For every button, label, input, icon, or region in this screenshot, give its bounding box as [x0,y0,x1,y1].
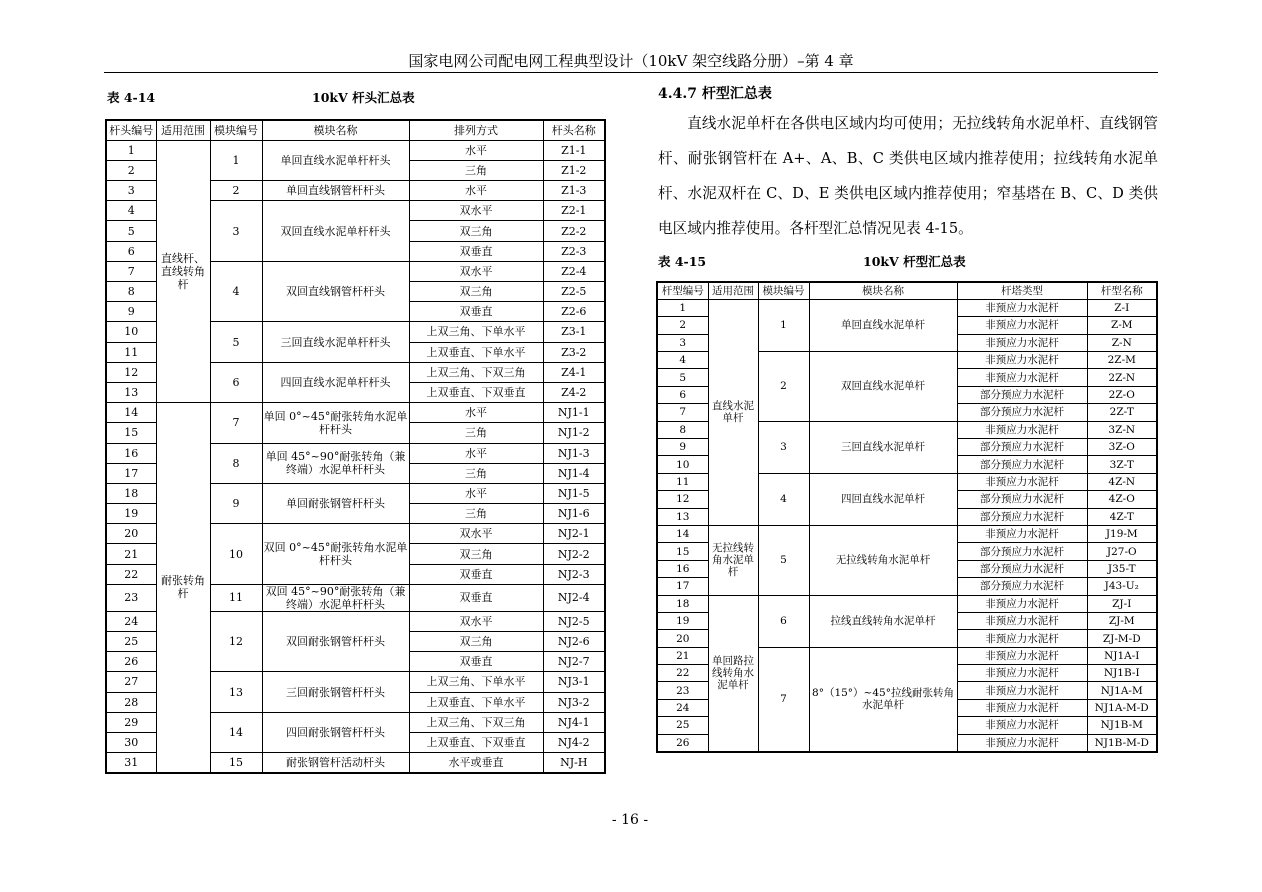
t14-code: NJ1-6 [543,504,605,524]
t14-row-number: 22 [106,564,156,584]
t14-arrangement: 三角 [409,504,543,524]
table-14 [105,119,606,774]
table-14-caption [107,89,604,107]
t15-row-number: 20 [657,630,708,647]
t15-row-number: 8 [657,421,708,438]
t14-code: Z4-2 [543,382,605,402]
t15-code: NJ1B-M [1087,717,1157,734]
t15-module-number: 1 [758,299,809,351]
t14-module-number: 9 [210,483,262,523]
t14-code: NJ4-1 [543,712,605,732]
t15-scope-cell: 单回路拉线转角水泥单杆 [708,595,758,752]
t14-row-number: 12 [106,362,156,382]
t15-code: 3Z-N [1087,421,1157,438]
t14-row-number: 31 [106,753,156,773]
t14-module-number: 4 [210,261,262,322]
t15-code: Z-I [1087,299,1157,316]
t14-code: NJ1-5 [543,483,605,503]
t15-column-header: 杆型名称 [1087,282,1157,299]
t14-code: NJ1-2 [543,423,605,443]
t14-code: NJ2-6 [543,632,605,652]
t14-row-number: 8 [106,282,156,302]
t14-arrangement: 上双垂直、下双垂直 [409,382,543,402]
t15-row-number: 1 [657,299,708,316]
t15-code: 3Z-T [1087,456,1157,473]
t14-row-number: 11 [106,342,156,362]
t15-row-number: 19 [657,612,708,629]
t14-module-name: 三回直线水泥单杆杆头 [262,322,409,362]
t15-pole-type: 部分预应力水泥杆 [957,508,1087,525]
t15-pole-type: 非预应力水泥杆 [957,421,1087,438]
t14-arrangement: 三角 [409,463,543,483]
t15-pole-type: 部分预应力水泥杆 [957,439,1087,456]
t15-row-number: 17 [657,578,708,595]
t15-pole-type: 非预应力水泥杆 [957,665,1087,682]
t15-code: 2Z-M [1087,352,1157,369]
t15-module-name: 三回直线水泥单杆 [809,421,957,473]
t14-arrangement: 水平或垂直 [409,753,543,773]
t14-module-name: 四回耐张钢管杆杆头 [262,712,409,752]
t14-module-number: 5 [210,322,262,362]
t15-row-number: 18 [657,595,708,612]
t15-row-number: 11 [657,473,708,490]
t14-module-name: 双回直线水泥单杆杆头 [262,201,409,262]
t15-module-name: 拉线直线转角水泥单杆 [809,595,957,647]
t14-row-number: 26 [106,652,156,672]
t14-row-number: 17 [106,463,156,483]
t15-code: 2Z-O [1087,386,1157,403]
t14-row-number: 29 [106,712,156,732]
t14-column-header: 适用范围 [156,120,210,140]
t14-module-number: 15 [210,753,262,773]
table-row [106,403,605,423]
t15-module-number: 3 [758,421,809,473]
t14-arrangement: 双水平 [409,611,543,631]
t15-pole-type: 部分预应力水泥杆 [957,386,1087,403]
t14-module-name: 耐张钢管杆活动杆头 [262,753,409,773]
t15-pole-type: 非预应力水泥杆 [957,682,1087,699]
t15-code: Z-N [1087,334,1157,351]
t14-row-number: 23 [106,584,156,611]
t14-arrangement: 双三角 [409,632,543,652]
t14-code: NJ2-2 [543,544,605,564]
t14-row-number: 3 [106,181,156,201]
t14-module-number: 2 [210,181,262,201]
t15-pole-type: 非预应力水泥杆 [957,595,1087,612]
t14-module-name: 双回 0°~45°耐张转角水泥单杆杆头 [262,524,409,585]
t15-module-number: 7 [758,647,809,751]
t15-code: 4Z-O [1087,491,1157,508]
t15-pole-type: 部分预应力水泥杆 [957,543,1087,560]
t15-pole-type: 非预应力水泥杆 [957,734,1087,751]
t14-module-number: 11 [210,584,262,611]
t15-code: NJ1A-I [1087,647,1157,664]
table-15-title: 10kV 杆型汇总表 [863,254,966,269]
t14-module-number: 13 [210,672,262,712]
t14-module-name: 单回 0°~45°耐张转角水泥单杆杆头 [262,403,409,443]
t14-arrangement: 双垂直 [409,241,543,261]
t14-arrangement: 双垂直 [409,584,543,611]
t15-column-header: 杆塔类型 [957,282,1087,299]
section-paragraph: 直线水泥单杆在各供电区域内均可使用；无拉线转角水泥单杆、直线钢管杆、耐张钢管杆在 A+、A、B、C 类供电区域内推荐使用；拉线转角水泥单杆、水泥双杆在 C、D、E 类供电区域内推荐使用；窄基塔在 B、C、D 类供电区域内推荐使用。各杆型汇总情况见表 4-15。 [658,115,1158,237]
t15-row-number: 24 [657,699,708,716]
t15-pole-type: 部分预应力水泥杆 [957,578,1087,595]
t15-row-number: 16 [657,560,708,577]
t14-module-number: 14 [210,712,262,752]
t15-pole-type: 非预应力水泥杆 [957,334,1087,351]
table-15-number: 表 4-15 [658,254,707,269]
t14-arrangement: 上双三角、下单水平 [409,672,543,692]
t15-module-number: 6 [758,595,809,647]
t14-arrangement: 上双垂直、下单水平 [409,692,543,712]
t14-row-number: 4 [106,201,156,221]
t14-arrangement: 上双垂直、下双垂直 [409,732,543,752]
t14-arrangement: 双垂直 [409,652,543,672]
t15-module-name: 无拉线转角水泥单杆 [809,525,957,595]
t14-row-number: 10 [106,322,156,342]
t15-code: J19-M [1087,525,1157,542]
t14-module-name: 单回 45°~90°耐张转角（兼终端）水泥单杆杆头 [262,443,409,483]
t15-code: NJ1A-M-D [1087,699,1157,716]
t14-code: Z2-5 [543,282,605,302]
t14-row-number: 18 [106,483,156,503]
t15-row-number: 3 [657,334,708,351]
t15-pole-type: 非预应力水泥杆 [957,699,1087,716]
t14-module-number: 7 [210,403,262,443]
t15-pole-type: 非预应力水泥杆 [957,473,1087,490]
t14-arrangement: 水平 [409,181,543,201]
t14-row-number: 25 [106,632,156,652]
t15-pole-type: 非预应力水泥杆 [957,299,1087,316]
t14-row-number: 19 [106,504,156,524]
t14-row-number: 21 [106,544,156,564]
t15-pole-type: 非预应力水泥杆 [957,352,1087,369]
t14-code: NJ1-3 [543,443,605,463]
t14-row-number: 2 [106,160,156,180]
t15-code: J27-O [1087,543,1157,560]
t14-code: NJ-H [543,753,605,773]
t14-code: Z2-6 [543,302,605,322]
t15-code: 4Z-T [1087,508,1157,525]
t15-row-number: 21 [657,647,708,664]
t15-code: ZJ-M-D [1087,630,1157,647]
t14-code: Z3-1 [543,322,605,342]
t14-code: NJ1-1 [543,403,605,423]
table-row [657,525,1157,542]
t14-code: Z1-2 [543,160,605,180]
t14-arrangement: 双水平 [409,201,543,221]
t14-module-name: 双回 45°~90°耐张转角（兼终端）水泥单杆杆头 [262,584,409,611]
t14-module-number: 6 [210,362,262,402]
t15-pole-type: 部分预应力水泥杆 [957,456,1087,473]
t14-scope-cell: 直线杆、直线转角杆 [156,140,210,402]
t15-row-number: 15 [657,543,708,560]
t15-row-number: 9 [657,439,708,456]
t14-code: NJ2-5 [543,611,605,631]
t14-module-number: 3 [210,201,262,262]
t14-code: Z1-1 [543,140,605,160]
t14-code: NJ4-2 [543,732,605,752]
t14-arrangement: 上双三角、下双三角 [409,362,543,382]
t15-row-number: 26 [657,734,708,751]
t15-code: ZJ-I [1087,595,1157,612]
t15-pole-type: 非预应力水泥杆 [957,612,1087,629]
t14-arrangement: 双垂直 [409,564,543,584]
t15-code: 4Z-N [1087,473,1157,490]
t15-row-number: 6 [657,386,708,403]
t14-code: Z2-1 [543,201,605,221]
t14-arrangement: 上双三角、下单水平 [409,322,543,342]
t14-row-number: 27 [106,672,156,692]
t14-arrangement: 双三角 [409,282,543,302]
t15-row-number: 23 [657,682,708,699]
t14-code: Z1-3 [543,181,605,201]
t14-code: NJ2-7 [543,652,605,672]
t14-arrangement: 水平 [409,483,543,503]
t15-module-name: 四回直线水泥单杆 [809,473,957,525]
t14-row-number: 16 [106,443,156,463]
t14-row-number: 9 [106,302,156,322]
table-row [657,299,1157,316]
t15-column-header: 适用范围 [708,282,758,299]
t14-column-header: 模块名称 [262,120,409,140]
t15-module-name: 双回直线水泥单杆 [809,352,957,422]
t14-code: NJ3-2 [543,692,605,712]
t15-code: 3Z-O [1087,439,1157,456]
t14-code: NJ2-3 [543,564,605,584]
t14-module-number: 1 [210,140,262,180]
t14-arrangement: 双三角 [409,221,543,241]
t15-code: ZJ-M [1087,612,1157,629]
t15-pole-type: 非预应力水泥杆 [957,717,1087,734]
t15-scope-cell: 无拉线转角水泥单杆 [708,525,758,595]
t15-pole-type: 非预应力水泥杆 [957,317,1087,334]
t14-column-header: 模块编号 [210,120,262,140]
table-row [106,140,605,160]
t15-code: 2Z-T [1087,404,1157,421]
t15-code: Z-M [1087,317,1157,334]
t15-code: J35-T [1087,560,1157,577]
page-header: 国家电网公司配电网工程典型设计（10kV 架空线路分册）–第 4 章 [408,52,854,70]
t14-arrangement: 水平 [409,403,543,423]
t14-module-name: 单回耐张钢管杆杆头 [262,483,409,523]
t14-row-number: 6 [106,241,156,261]
t14-code: Z4-1 [543,362,605,382]
t15-pole-type: 非预应力水泥杆 [957,630,1087,647]
t14-arrangement: 水平 [409,140,543,160]
t15-module-name: 单回直线水泥单杆 [809,299,957,351]
t15-module-name: 8°（15°）~45°拉线耐张转角水泥单杆 [809,647,957,751]
t14-arrangement: 三角 [409,160,543,180]
t15-row-number: 22 [657,665,708,682]
t15-row-number: 10 [657,456,708,473]
t15-row-number: 25 [657,717,708,734]
t15-scope-cell: 直线水泥单杆 [708,299,758,525]
t15-row-number: 5 [657,369,708,386]
t14-arrangement: 三角 [409,423,543,443]
t14-column-header: 杆头编号 [106,120,156,140]
header-rule [104,72,1158,73]
t15-code: NJ1B-M-D [1087,734,1157,751]
t14-code: Z2-4 [543,261,605,281]
t14-row-number: 20 [106,524,156,544]
t14-module-name: 单回直线水泥单杆杆头 [262,140,409,180]
t14-row-number: 15 [106,423,156,443]
t15-pole-type: 部分预应力水泥杆 [957,560,1087,577]
t14-row-number: 1 [106,140,156,160]
t15-header-row [657,282,1157,299]
t14-code: Z2-2 [543,221,605,241]
page-number: - 16 - [611,812,649,828]
t14-module-name: 四回直线水泥单杆杆头 [262,362,409,402]
t14-row-number: 13 [106,382,156,402]
t14-arrangement: 水平 [409,443,543,463]
t15-pole-type: 部分预应力水泥杆 [957,491,1087,508]
t14-scope-cell: 耐张转角杆 [156,403,210,773]
t14-code: Z3-2 [543,342,605,362]
t14-row-number: 14 [106,403,156,423]
t14-arrangement: 双水平 [409,261,543,281]
t15-code: 2Z-N [1087,369,1157,386]
t14-arrangement: 上双三角、下双三角 [409,712,543,732]
t15-pole-type: 非预应力水泥杆 [957,647,1087,664]
t14-code: NJ2-1 [543,524,605,544]
t14-code: Z2-3 [543,241,605,261]
t14-module-number: 10 [210,524,262,585]
t14-row-number: 30 [106,732,156,752]
t14-code: NJ2-4 [543,584,605,611]
t15-row-number: 4 [657,352,708,369]
t15-code: NJ1B-I [1087,665,1157,682]
t14-code: NJ1-4 [543,463,605,483]
t14-row-number: 7 [106,261,156,281]
t14-arrangement: 双水平 [409,524,543,544]
t15-row-number: 14 [657,525,708,542]
t14-header-row [106,120,605,140]
table-row [657,595,1157,612]
t14-module-name: 单回直线钢管杆杆头 [262,181,409,201]
t14-row-number: 28 [106,692,156,712]
t15-pole-type: 非预应力水泥杆 [957,369,1087,386]
t15-pole-type: 非预应力水泥杆 [957,525,1087,542]
t15-code: J43-U₂ [1087,578,1157,595]
t14-row-number: 24 [106,611,156,631]
t15-module-number: 2 [758,352,809,422]
t15-column-header: 杆型编号 [657,282,708,299]
t14-module-name: 双回耐张钢管杆杆头 [262,611,409,672]
t15-pole-type: 部分预应力水泥杆 [957,404,1087,421]
t15-column-header: 模块编号 [758,282,809,299]
t14-module-name: 双回直线钢管杆杆头 [262,261,409,322]
table-14-title: 10kV 杆头汇总表 [312,90,415,105]
t14-module-number: 8 [210,443,262,483]
t15-row-number: 2 [657,317,708,334]
t15-code: NJ1A-M [1087,682,1157,699]
t14-arrangement: 上双垂直、下单水平 [409,342,543,362]
t14-arrangement: 双垂直 [409,302,543,322]
t15-column-header: 模块名称 [809,282,957,299]
t14-arrangement: 双三角 [409,544,543,564]
table-15 [656,281,1158,753]
t14-module-number: 12 [210,611,262,672]
t15-module-number: 5 [758,525,809,595]
t14-column-header: 排列方式 [409,120,543,140]
t14-column-header: 杆头名称 [543,120,605,140]
t14-code: NJ3-1 [543,672,605,692]
table-14-number: 表 4-14 [107,90,156,105]
t14-module-name: 三回耐张钢管杆杆头 [262,672,409,712]
t15-row-number: 13 [657,508,708,525]
t15-row-number: 7 [657,404,708,421]
t15-row-number: 12 [657,491,708,508]
section-title: 4.4.7 杆型汇总表 [658,86,772,102]
table-15-caption [658,253,1156,271]
t14-row-number: 5 [106,221,156,241]
t15-module-number: 4 [758,473,809,525]
